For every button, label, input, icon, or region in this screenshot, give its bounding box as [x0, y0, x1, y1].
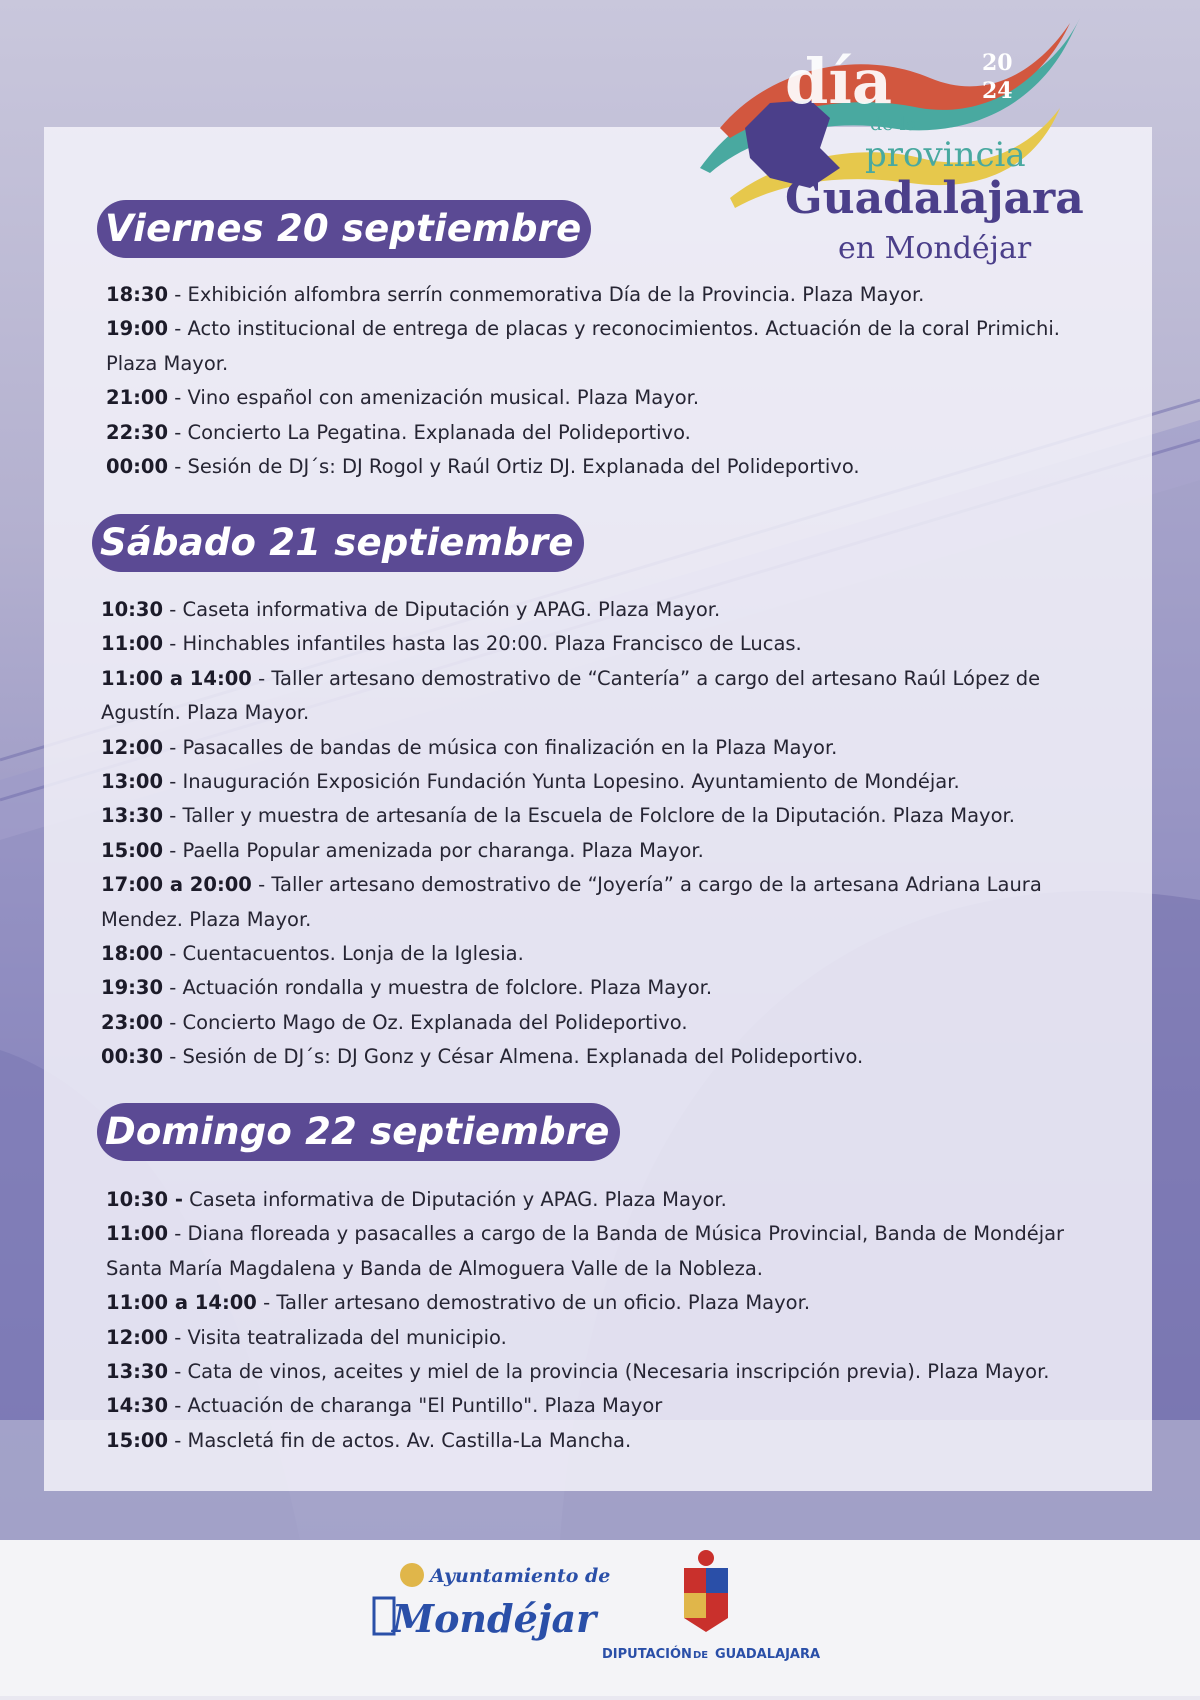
event-item: [106, 312, 1106, 381]
event-text: - Visita teatralizada del municipio.: [168, 1325, 507, 1349]
event-time: 10:30 -: [106, 1188, 183, 1211]
diputacion-crown-icon: [698, 1550, 714, 1566]
event-item: [101, 765, 1101, 799]
event-text: - Acto institucional de entrega de placas y reconocimientos. Actuación de la coral Primichi. Plaza Mayor.: [106, 317, 1060, 375]
day-heading-friday: Viernes 20 septiembre: [97, 200, 591, 258]
event-item: [106, 1355, 1106, 1389]
event-item: [101, 593, 1101, 627]
event-logo: [690, 8, 1130, 278]
event-text: - Exhibición alfombra serrín conmemorativa Día de la Provincia. Plaza Mayor.: [168, 283, 925, 306]
event-time: 18:00: [101, 942, 164, 966]
logo-dia-text: día: [785, 45, 893, 118]
logo-de-la: de la: [870, 113, 917, 135]
event-text: - Concierto Mago de Oz. Explanada del Polideportivo.: [163, 1010, 688, 1034]
event-text: - Vino español con amenización musical. Plaza Mayor.: [168, 386, 700, 410]
event-item: [106, 1321, 1106, 1355]
event-text: - Taller artesano demostrativo de “Cantería” a cargo del artesano Raúl López de Agustín. Plaza Mayor.: [101, 666, 1041, 725]
event-text: - Sesión de DJ´s: DJ Gonz y César Almena. Explanada del Polideportivo.: [163, 1045, 864, 1069]
event-item: [101, 1006, 1101, 1040]
event-text: - Taller artesano demostrativo de un oficio. Plaza Mayor.: [256, 1291, 811, 1315]
day-heading-saturday: Sábado 21 septiembre: [92, 514, 584, 572]
event-item: [101, 799, 1101, 833]
event-time: 13:00: [101, 770, 164, 794]
diputacion-label-a: DIPUTACIÓN: [602, 1647, 692, 1662]
event-item: [106, 278, 1106, 312]
logo-year-top: 20: [982, 50, 1013, 76]
event-item: [101, 971, 1101, 1005]
event-text: - Cata de vinos, aceites y miel de la provincia (Necesaria inscripción previa). Plaza Mayor.: [168, 1360, 1050, 1384]
event-time: 18:30: [106, 283, 169, 306]
ayuntamiento-logo: [374, 1563, 610, 1641]
diputacion-label-b: DE: [693, 1650, 709, 1661]
event-time: 19:00: [106, 317, 169, 341]
event-item: [101, 1040, 1101, 1074]
event-time: 12:00: [101, 735, 164, 759]
ayuntamiento-line2: Mondéjar: [392, 1596, 597, 1641]
event-item: [106, 450, 1106, 484]
event-text: - Taller y muestra de artesanía de la Escuela de Folclore de la Diputación. Plaza Mayor.: [163, 804, 1015, 828]
event-time: 21:00: [106, 386, 169, 410]
event-text: - Inauguración Exposición Fundación Yunta Lopesino. Ayuntamiento de Mondéjar.: [163, 770, 960, 794]
event-time: 12:00: [106, 1325, 169, 1349]
event-time: 15:00: [106, 1428, 169, 1452]
diputacion-label-c: GUADALAJARA: [715, 1647, 821, 1662]
event-item: [106, 1424, 1106, 1458]
event-text: - Hinchables infantiles hasta las 20:00. Plaza Francisco de Lucas.: [163, 632, 802, 656]
event-item: [106, 1217, 1106, 1286]
event-item: [106, 381, 1106, 415]
event-text: - Actuación rondalla y muestra de folclore. Plaza Mayor.: [163, 976, 713, 1000]
event-item: [106, 1389, 1106, 1423]
event-time: 11:00 a 14:00: [106, 1291, 257, 1315]
event-text: - Pasacalles de bandas de música con finalización en la Plaza Mayor.: [163, 735, 838, 759]
day-heading-sunday: Domingo 22 septiembre: [97, 1103, 620, 1161]
event-time: 22:30: [106, 420, 169, 444]
event-time: 19:30: [101, 976, 164, 1000]
ayuntamiento-sun-icon: [400, 1563, 424, 1587]
event-text: - Cuentacuentos. Lonja de la Iglesia.: [163, 942, 524, 966]
event-item: [106, 1286, 1106, 1320]
event-item: [106, 1183, 1106, 1217]
ayuntamiento-line1: Ayuntamiento de: [430, 1565, 611, 1587]
event-time: 17:00 a 20:00: [101, 873, 252, 897]
event-time: 10:30: [101, 598, 164, 621]
event-time: 11:00: [106, 1222, 169, 1246]
event-time: 11:00: [101, 632, 164, 656]
event-item: [101, 937, 1101, 971]
logo-guadalajara: Guadalajara: [785, 173, 1084, 224]
event-time: 14:30: [106, 1394, 169, 1418]
event-logo-graphic: [690, 8, 1130, 278]
program-panel: [44, 127, 1152, 1491]
friday-events: [106, 278, 1106, 484]
logo-provincia: provincia: [865, 135, 1026, 175]
event-item: [101, 731, 1101, 765]
event-text: - Actuación de charanga "El Puntillo". Plaza Mayor: [168, 1394, 663, 1418]
event-text: Caseta informativa de Diputación y APAG. Plaza Mayor.: [182, 1188, 727, 1211]
event-time: 15:00: [101, 838, 164, 862]
event-time: 13:30: [101, 804, 164, 828]
event-text: - Diana floreada y pasacalles a cargo de la Banda de Música Provincial, Banda de Mondéjar Santa María Magdalena y Banda de Almoguera Valle de la Nobleza.: [106, 1222, 1065, 1280]
event-item: [101, 834, 1101, 868]
event-time: 23:00: [101, 1010, 164, 1034]
ayuntamiento-building-icon: [374, 1598, 394, 1634]
event-time: 00:00: [106, 455, 169, 479]
event-time: 00:30: [101, 1045, 164, 1069]
saturday-events: [101, 593, 1101, 1075]
event-text: - Concierto La Pegatina. Explanada del Polideportivo.: [168, 420, 691, 444]
event-item: [101, 627, 1101, 661]
event-time: 11:00 a 14:00: [101, 666, 252, 690]
event-text: - Caseta informativa de Diputación y APAG. Plaza Mayor.: [163, 598, 721, 621]
event-item: [106, 416, 1106, 450]
event-text: - Mascletá fin de actos. Av. Castilla-La Mancha.: [168, 1428, 632, 1452]
event-item: [101, 868, 1101, 937]
event-time: 13:30: [106, 1360, 169, 1384]
event-item: [101, 662, 1101, 731]
footer-sponsors: [0, 1540, 1200, 1696]
event-text: - Taller artesano demostrativo de “Joyería” a cargo de la artesana Adriana Laura Mendez. Plaza Mayor.: [101, 873, 1042, 931]
diputacion-logo: [602, 1550, 820, 1662]
logo-en-mondejar: en Mondéjar: [838, 231, 1032, 266]
event-text: - Paella Popular amenizada por charanga. Plaza Mayor.: [163, 838, 704, 862]
logo-year-bottom: 24: [982, 78, 1013, 104]
sunday-events: [106, 1183, 1106, 1458]
event-text: - Sesión de DJ´s: DJ Rogol y Raúl Ortiz DJ. Explanada del Polideportivo.: [168, 455, 860, 479]
sponsor-logos: [0, 1540, 1200, 1696]
